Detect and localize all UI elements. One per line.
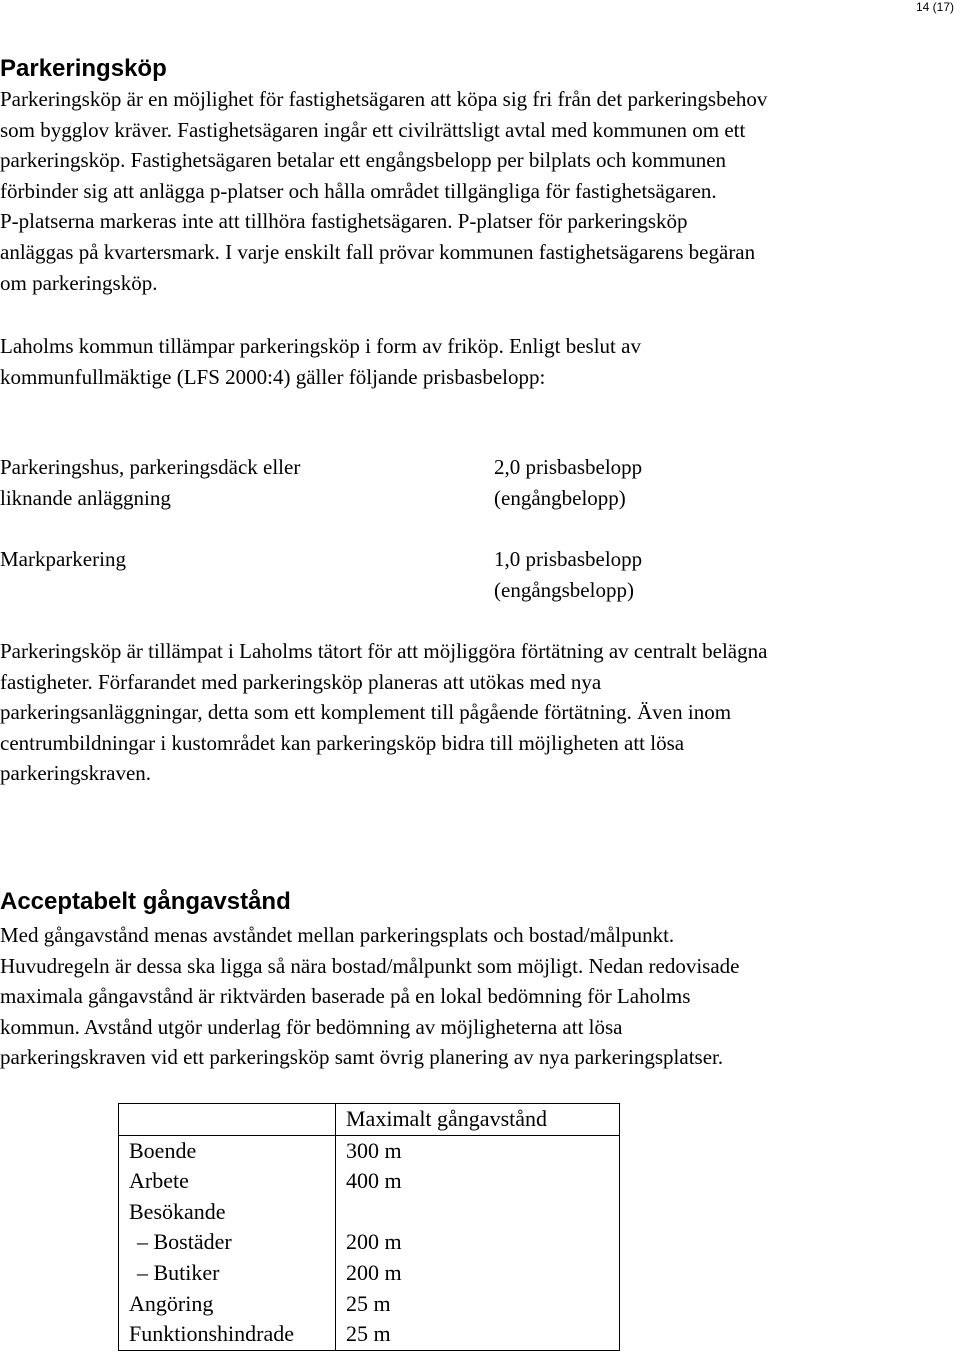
text-line: (engångbelopp): [494, 485, 626, 510]
text-line: parkeringsköp. Fastighetsägaren betalar ett engångsbelopp per bilplats och kommunen: [0, 148, 727, 173]
text-line: kommunfullmäktige (LFS 2000:4) gäller följande prisbasbelopp:: [0, 364, 546, 389]
text-line: Huvudregeln är dessa ska ligga så nära bostad/målpunkt som möjligt. Nedan redovisade: [0, 953, 740, 978]
category-label: – Butiker: [137, 1259, 220, 1285]
text-line: parkeringskraven vid ett parkeringsköp samt övrig planering av nya parkeringsplatser.: [0, 1045, 724, 1070]
fee-value: [494, 452, 642, 513]
table-header-cell: [119, 1104, 336, 1136]
text-line: parkeringskraven.: [0, 761, 152, 786]
text-line: om parkeringsköp.: [0, 270, 158, 295]
category-label: Boende: [129, 1137, 197, 1163]
distance-value: [346, 1197, 609, 1228]
text-line: (engångsbelopp): [494, 577, 634, 602]
text-line: parkeringsanläggningar, detta som ett komplement till pågående förtätning. Även inom: [0, 700, 732, 725]
text-line: som bygglov kräver. Fastighetsägaren ingår ett civilrättsligt avtal med kommunen om ett: [0, 117, 746, 142]
category-label: Besökande: [129, 1198, 226, 1224]
distance-cell: [336, 1135, 620, 1350]
distance-value: 300 m: [346, 1137, 402, 1163]
category-label: – Bostäder: [137, 1229, 232, 1255]
text-line: Laholms kommun tillämpar parkeringsköp i form av friköp. Enligt beslut av: [0, 334, 641, 358]
text-line: kommun. Avstånd utgör underlag för bedömning av möjligheterna att lösa: [0, 1014, 623, 1039]
category-label: Angöring: [129, 1290, 214, 1316]
distance-value: 200 m: [346, 1229, 402, 1255]
text-line: Med gångavstånd menas avståndet mellan parkeringsplats och bostad/målpunkt.: [0, 923, 675, 947]
walking-distance-table: [118, 1103, 620, 1351]
text-line: anläggas på kvartersmark. I varje enskilt fall prövar kommunen fastighetsägarens begäran: [0, 239, 756, 264]
text-line: maximala gångavstånd är riktvärden baserade på en lokal bedömning för Laholms: [0, 984, 691, 1009]
paragraph-frikop: [0, 331, 641, 392]
text-line: fastigheter. Förfarandet med parkeringsköp planeras att utökas med nya: [0, 669, 602, 694]
fee-label: [0, 452, 300, 513]
paragraph-parkeringskop-intro: [0, 84, 767, 298]
text-line: P-platserna markeras inte att tillhöra fastighetsägaren. P-platser för parkeringsköp: [0, 209, 688, 234]
section-heading-gangavstand: Acceptabelt gångavstånd: [0, 888, 291, 915]
distance-value: 25 m: [346, 1290, 391, 1316]
text-line: liknande anläggning: [0, 485, 171, 510]
fee-label: [0, 544, 126, 575]
text-line: centrumbildningar i kustområdet kan parkeringsköp bidra till möjligheten att lösa: [0, 730, 685, 755]
distance-value: 200 m: [346, 1259, 402, 1285]
category-label: Funktionshindrade: [129, 1321, 294, 1347]
section-heading-parkeringskop: Parkeringsköp: [0, 55, 167, 82]
page-number: 14 (17): [915, 0, 954, 14]
text-line: förbinder sig att anlägga p-platser och hålla området tillgängliga för fastighetsägaren.: [0, 178, 717, 203]
paragraph-gangavstand: [0, 920, 739, 1073]
text-line: 2,0 prisbasbelopp: [494, 455, 643, 479]
distance-value: 400 m: [346, 1168, 402, 1194]
category-cell: [119, 1135, 336, 1350]
text-line: Markparkering: [0, 547, 126, 571]
table-header-row: [119, 1104, 620, 1136]
text-line: 1,0 prisbasbelopp: [494, 547, 643, 571]
fee-value: [494, 544, 642, 605]
text-line: Parkeringsköp är tillämpat i Laholms tätort för att möjliggöra förtätning av centralt belägna: [0, 639, 768, 663]
distance-value: 25 m: [346, 1321, 391, 1347]
text-line: Parkeringsköp är en möjlighet för fastighetsägaren att köpa sig fri från det parkeringsbehov: [0, 87, 768, 111]
table-row: [119, 1135, 620, 1350]
text-line: Parkeringshus, parkeringsdäck eller: [0, 455, 301, 479]
category-label: Arbete: [129, 1168, 189, 1194]
table-header-cell: Maximalt gångavstånd: [336, 1104, 620, 1136]
paragraph-laholms-tatort: [0, 636, 767, 789]
